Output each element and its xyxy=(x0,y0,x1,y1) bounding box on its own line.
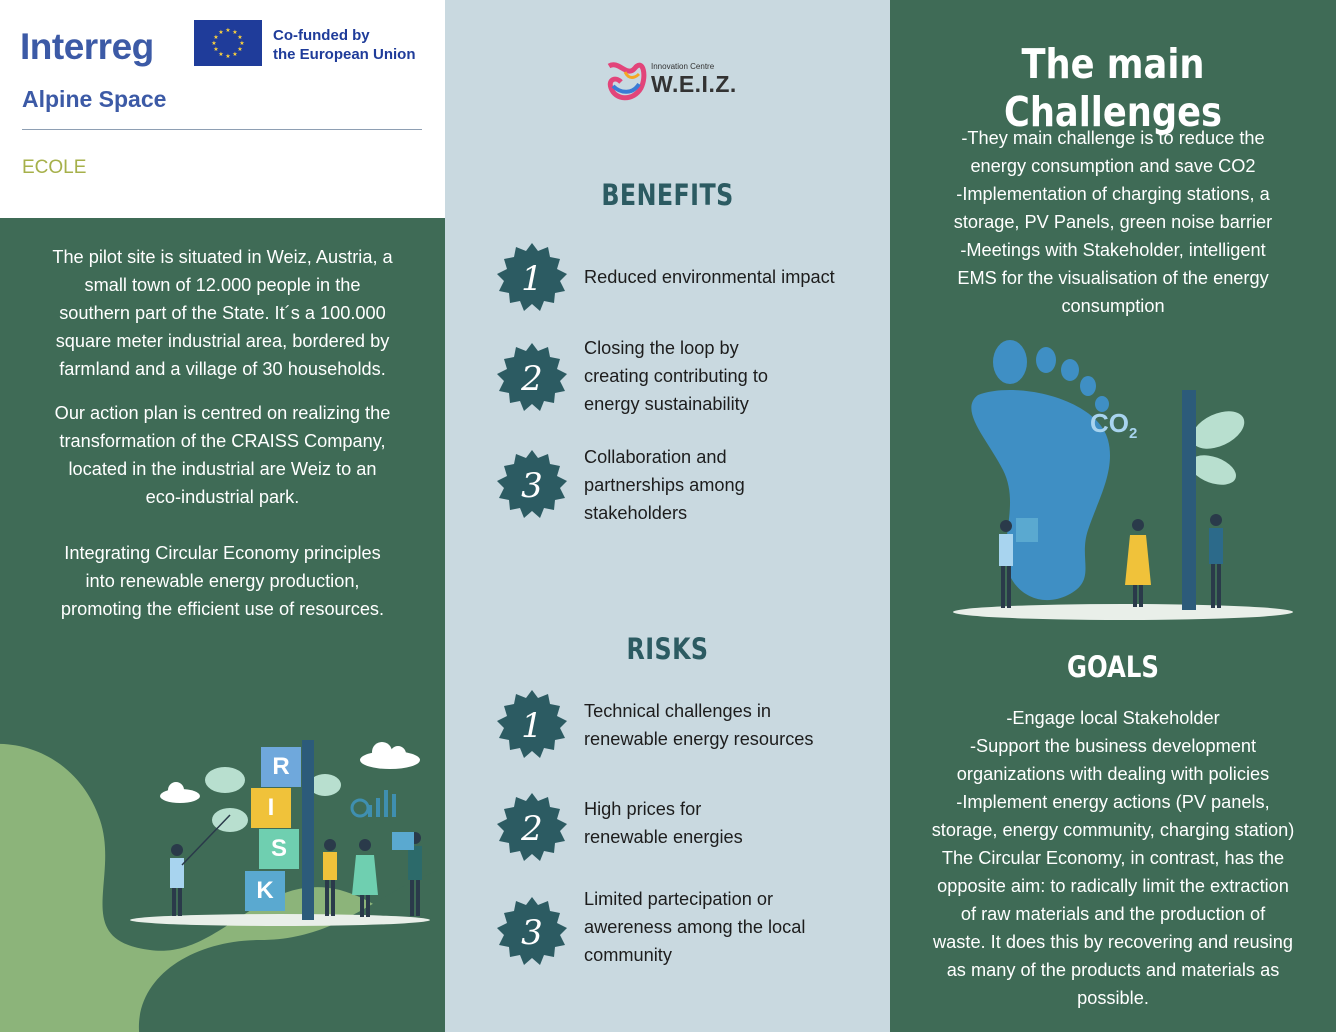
number-badge-icon xyxy=(497,450,567,520)
svg-text:★: ★ xyxy=(211,40,217,47)
risk-blocks xyxy=(245,745,305,924)
svg-text:★: ★ xyxy=(232,29,238,36)
goals-title: GOALS xyxy=(1067,650,1159,684)
intro-paragraph-3 xyxy=(20,539,425,623)
text-line: of raw materials and the production of xyxy=(960,904,1266,924)
number-badge-icon xyxy=(497,793,567,863)
weiz-logo xyxy=(605,58,737,106)
risk-letter-k: K xyxy=(256,877,274,904)
text-line: organizations with dealing with policies xyxy=(956,764,1270,784)
number-badge-icon xyxy=(497,897,567,967)
co2-footprint-illustration xyxy=(948,340,1298,625)
text-line: renewable energies xyxy=(584,827,743,847)
text-line: -Support the business development xyxy=(969,736,1257,756)
text-line: Reduced environmental impact xyxy=(584,267,835,287)
challenges-text xyxy=(908,124,1318,320)
text-line: consumption xyxy=(1061,296,1165,316)
benefit-item-1 xyxy=(584,263,879,291)
text-line: transformation of the CRAISS Company, xyxy=(59,431,386,451)
svg-text:★: ★ xyxy=(237,34,243,41)
text-line: eco-industrial park. xyxy=(145,487,300,507)
text-line: Technical challenges in xyxy=(584,701,772,721)
left-column xyxy=(0,0,445,1032)
eu-flag-icon xyxy=(194,20,262,66)
svg-text:★: ★ xyxy=(218,51,224,58)
text-line: as many of the products and materials as xyxy=(946,960,1280,980)
number-badge-icon xyxy=(497,690,567,760)
weiz-logo-icon xyxy=(605,58,649,102)
text-line: storage, energy community, charging station) xyxy=(931,820,1295,840)
text-line: renewable energy resources xyxy=(584,729,814,749)
text-line: -Engage local Stakeholder xyxy=(1006,708,1220,728)
cofunded-label xyxy=(273,26,416,64)
text-line: -Implementation of charging stations, a xyxy=(956,184,1270,204)
logo-title: W.E.I.Z. xyxy=(651,71,737,97)
text-line: energy consumption and save CO2 xyxy=(970,156,1256,176)
project-name: ECOLE xyxy=(22,157,87,178)
text-line: creating contributing to xyxy=(584,366,769,386)
number-badge-icon xyxy=(497,243,567,313)
benefits-title: BENEFITS xyxy=(601,178,734,212)
text-line: opposite aim: to radically limit the extraction xyxy=(937,876,1289,896)
text-line: stakeholders xyxy=(584,503,688,523)
badge-number: 3 xyxy=(521,466,543,506)
svg-text:★: ★ xyxy=(225,27,231,34)
text-line: into renewable energy production, xyxy=(85,571,360,591)
challenges-title: The main Challenges xyxy=(1003,40,1223,136)
risk-letter-i: I xyxy=(267,794,275,821)
program-name: Alpine Space xyxy=(22,86,167,112)
text-line: waste. It does this by recovering and reusing xyxy=(933,932,1293,952)
text-line: energy sustainability xyxy=(584,394,749,414)
text-line: small town of 12.000 people in the xyxy=(84,275,361,295)
cofunded-line-2: the European Union xyxy=(273,46,416,63)
interreg-logo: Interreg xyxy=(20,26,154,67)
svg-text:★: ★ xyxy=(225,53,231,60)
text-line: Our action plan is centred on realizing the xyxy=(54,403,391,423)
header-divider xyxy=(22,129,422,130)
text-line: Integrating Circular Economy principles xyxy=(64,543,381,563)
text-line: promoting the efficient use of resources. xyxy=(60,599,385,619)
benefit-item-3 xyxy=(584,443,879,527)
benefit-item-2 xyxy=(584,334,879,418)
text-line: -They main challenge is to reduce the xyxy=(961,128,1265,148)
text-line: The Circular Economy, in contrast, has the xyxy=(941,848,1285,868)
risk-letter-s: S xyxy=(270,835,287,862)
text-line: Limited partecipation or xyxy=(584,889,774,909)
text-line: farmland and a village of 30 households. xyxy=(59,359,386,379)
badge-number: 2 xyxy=(521,359,543,399)
co2-subscript: 2 xyxy=(1129,425,1138,443)
risks-title: RISKS xyxy=(626,632,709,666)
text-line: High prices for xyxy=(584,799,702,819)
text-line: Collaboration and xyxy=(584,447,727,467)
text-line: EMS for the visualisation of the energy xyxy=(957,268,1269,288)
badge-number: 3 xyxy=(521,913,543,953)
svg-text:★: ★ xyxy=(213,34,219,41)
cofunded-line-1: Co-funded by xyxy=(273,27,370,44)
badge-number: 1 xyxy=(521,706,543,746)
co2-text: CO xyxy=(1090,408,1129,438)
text-line: -Implement energy actions (PV panels, xyxy=(956,792,1270,812)
risk-item-1 xyxy=(584,697,879,753)
svg-text:★: ★ xyxy=(237,46,243,53)
svg-text:★: ★ xyxy=(239,40,245,47)
goals-text xyxy=(900,704,1326,1012)
text-line: square meter industrial area, bordered by xyxy=(55,331,390,351)
svg-text:★: ★ xyxy=(232,51,238,58)
text-line: The pilot site is situated in Weiz, Austria, a xyxy=(52,247,393,267)
risk-item-3 xyxy=(584,885,879,969)
risk-item-2 xyxy=(584,795,879,851)
badge-number: 2 xyxy=(521,809,543,849)
text-line: Closing the loop by xyxy=(584,338,739,358)
svg-text:★: ★ xyxy=(218,29,224,36)
text-line: possible. xyxy=(1077,988,1149,1008)
middle-column xyxy=(445,0,890,1032)
logo-subtitle: Innovation Centre xyxy=(651,62,715,71)
right-column xyxy=(890,0,1336,1032)
logo-header xyxy=(0,0,445,218)
intro-paragraph-1 xyxy=(20,243,425,383)
badge-number: 1 xyxy=(521,259,543,299)
risk-letter-r: R xyxy=(272,753,290,780)
text-line: awereness among the local xyxy=(584,917,806,937)
text-line: southern part of the State. It´s a 100.000 xyxy=(59,303,386,323)
co2-label xyxy=(1090,408,1137,442)
text-line: located in the industrial are Weiz to an xyxy=(68,459,377,479)
text-line: community xyxy=(584,945,672,965)
text-line: partnerships among xyxy=(584,475,745,495)
intro-paragraph-2 xyxy=(20,399,425,511)
svg-text:★: ★ xyxy=(213,46,219,53)
number-badge-icon xyxy=(497,343,567,413)
text-line: -Meetings with Stakeholder, intelligent xyxy=(960,240,1266,260)
text-line: storage, PV Panels, green noise barrier xyxy=(953,212,1273,232)
